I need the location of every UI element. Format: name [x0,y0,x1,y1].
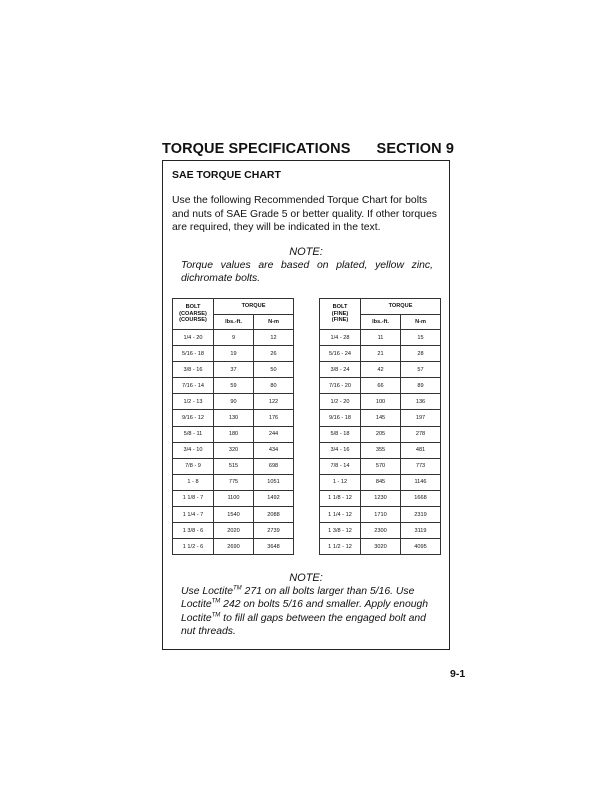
torque-column-header: TORQUE [214,299,294,315]
page-header [162,141,454,159]
bolt-size-cell: 1 1/8 - 7 [173,490,214,506]
table-row [173,474,294,490]
bolt-size-cell: 5/8 - 18 [320,426,361,442]
table-row [320,523,441,539]
fine-thread-table [319,298,441,555]
table-row [320,442,441,458]
bolt-size-cell: 1 1/8 - 12 [320,490,361,506]
nm-cell: 2739 [254,523,294,539]
lbs-ft-cell: 145 [361,410,401,426]
nm-cell: 50 [254,362,294,378]
table-row [173,330,294,346]
lbs-ft-cell: 66 [361,378,401,394]
bolt-column-header: BOLT (FINE) (FINE) [320,299,361,330]
table-row [173,458,294,474]
lbs-ft-header: lbs.-ft. [214,315,254,330]
table-row [320,330,441,346]
nm-cell: 3119 [401,523,441,539]
lbs-ft-cell: 21 [361,346,401,362]
chart-title: SAE TORQUE CHART [172,169,281,181]
nm-cell: 698 [254,458,294,474]
table-row [173,507,294,523]
bolt-size-cell: 1 1/4 - 12 [320,507,361,523]
lbs-ft-cell: 37 [214,362,254,378]
bolt-size-cell: 7/8 - 14 [320,458,361,474]
table-row [320,362,441,378]
nm-cell: 481 [401,442,441,458]
lbs-ft-cell: 19 [214,346,254,362]
table-row [320,507,441,523]
lbs-ft-cell: 515 [214,458,254,474]
bolt-size-cell: 5/16 - 18 [173,346,214,362]
table-row [173,362,294,378]
nm-cell: 773 [401,458,441,474]
coarse-thread-table [172,298,294,555]
lbs-ft-cell: 775 [214,474,254,490]
bolt-size-cell: 3/8 - 24 [320,362,361,378]
lbs-ft-cell: 42 [361,362,401,378]
table-row [320,410,441,426]
table-row [173,442,294,458]
table-row [173,346,294,362]
bolt-size-cell: 7/16 - 14 [173,378,214,394]
table-row [173,410,294,426]
bolt-size-cell: 1 3/8 - 6 [173,523,214,539]
note-heading: NOTE: [289,246,323,258]
lbs-ft-cell: 2300 [361,523,401,539]
nm-cell: 197 [401,410,441,426]
lbs-ft-cell: 11 [361,330,401,346]
bolt-size-cell: 1/2 - 13 [173,394,214,410]
bolt-size-cell: 1/2 - 20 [320,394,361,410]
bolt-size-cell: 7/16 - 20 [320,378,361,394]
torque-chart-box [162,160,450,650]
bolt-size-cell: 9/16 - 12 [173,410,214,426]
lbs-ft-cell: 2020 [214,523,254,539]
nm-cell: 434 [254,442,294,458]
bolt-size-cell: 7/8 - 9 [173,458,214,474]
nm-cell: 80 [254,378,294,394]
nm-cell: 1492 [254,490,294,506]
nm-cell: 2319 [401,507,441,523]
nm-cell: 278 [401,426,441,442]
page-title: TORQUE SPECIFICATIONS [162,141,351,157]
table-row [320,394,441,410]
lbs-ft-cell: 1710 [361,507,401,523]
nm-cell: 136 [401,394,441,410]
note-text: Torque values are based on plated, yellow zinc, dichromate bolts. [181,260,433,284]
table-row [320,346,441,362]
nm-cell: 89 [401,378,441,394]
nm-cell: 28 [401,346,441,362]
nm-cell: 1146 [401,474,441,490]
table-row [173,394,294,410]
bolt-column-header: BOLT (COARSE) (COURSE) [173,299,214,330]
lbs-ft-cell: 90 [214,394,254,410]
table-row [320,539,441,555]
loctite-note: Use Loctite™ 271 on all bolts larger than 5/16. Use Loctite™ 242 on bolts 5/16 and smaller. Apply enough Loctite™ to fill all gaps between the engaged bolt and nut threads. [181,585,429,637]
torque-tables [172,298,440,560]
note-heading-2: NOTE: [289,572,323,584]
nm-cell: 12 [254,330,294,346]
table-row [173,523,294,539]
bolt-size-cell: 5/8 - 11 [173,426,214,442]
nm-cell: 15 [401,330,441,346]
lbs-ft-header: lbs.-ft. [361,315,401,330]
nm-cell: 4095 [401,539,441,555]
lbs-ft-cell: 180 [214,426,254,442]
nm-cell: 57 [401,362,441,378]
lbs-ft-cell: 1100 [214,490,254,506]
nm-cell: 26 [254,346,294,362]
nm-header: N-m [401,315,441,330]
nm-cell: 1668 [401,490,441,506]
table-row [173,490,294,506]
nm-cell: 3648 [254,539,294,555]
lbs-ft-cell: 320 [214,442,254,458]
lbs-ft-cell: 9 [214,330,254,346]
lbs-ft-cell: 130 [214,410,254,426]
table-row [320,458,441,474]
bolt-size-cell: 3/4 - 16 [320,442,361,458]
lbs-ft-cell: 59 [214,378,254,394]
lbs-ft-cell: 205 [361,426,401,442]
table-row [173,378,294,394]
bolt-size-cell: 1 - 12 [320,474,361,490]
table-row [173,426,294,442]
bolt-size-cell: 1 1/4 - 7 [173,507,214,523]
nm-cell: 176 [254,410,294,426]
lbs-ft-cell: 845 [361,474,401,490]
bolt-size-cell: 3/8 - 16 [173,362,214,378]
nm-cell: 122 [254,394,294,410]
lbs-ft-cell: 1230 [361,490,401,506]
nm-cell: 1051 [254,474,294,490]
section-label: SECTION 9 [376,141,454,157]
nm-cell: 244 [254,426,294,442]
bolt-size-cell: 1 - 8 [173,474,214,490]
lbs-ft-cell: 570 [361,458,401,474]
bolt-size-cell: 3/4 - 10 [173,442,214,458]
table-row [320,426,441,442]
page-number: 9-1 [450,668,466,680]
lbs-ft-cell: 1540 [214,507,254,523]
lbs-ft-cell: 100 [361,394,401,410]
bolt-size-cell: 1/4 - 28 [320,330,361,346]
table-row [320,490,441,506]
bolt-size-cell: 9/16 - 18 [320,410,361,426]
intro-paragraph: Use the following Recommended Torque Chart for bolts and nuts of SAE Grade 5 or better quality. If other torques are required, they will be indicated in the text. [172,195,437,233]
bolt-size-cell: 1/4 - 20 [173,330,214,346]
nm-header: N-m [254,315,294,330]
lbs-ft-cell: 2690 [214,539,254,555]
lbs-ft-cell: 355 [361,442,401,458]
lbs-ft-cell: 3020 [361,539,401,555]
bolt-size-cell: 1 1/2 - 12 [320,539,361,555]
table-row [173,539,294,555]
bolt-size-cell: 1 3/8 - 12 [320,523,361,539]
nm-cell: 2088 [254,507,294,523]
table-row [320,378,441,394]
table-row [320,474,441,490]
bolt-size-cell: 5/16 - 24 [320,346,361,362]
bolt-size-cell: 1 1/2 - 6 [173,539,214,555]
torque-column-header: TORQUE [361,299,441,315]
